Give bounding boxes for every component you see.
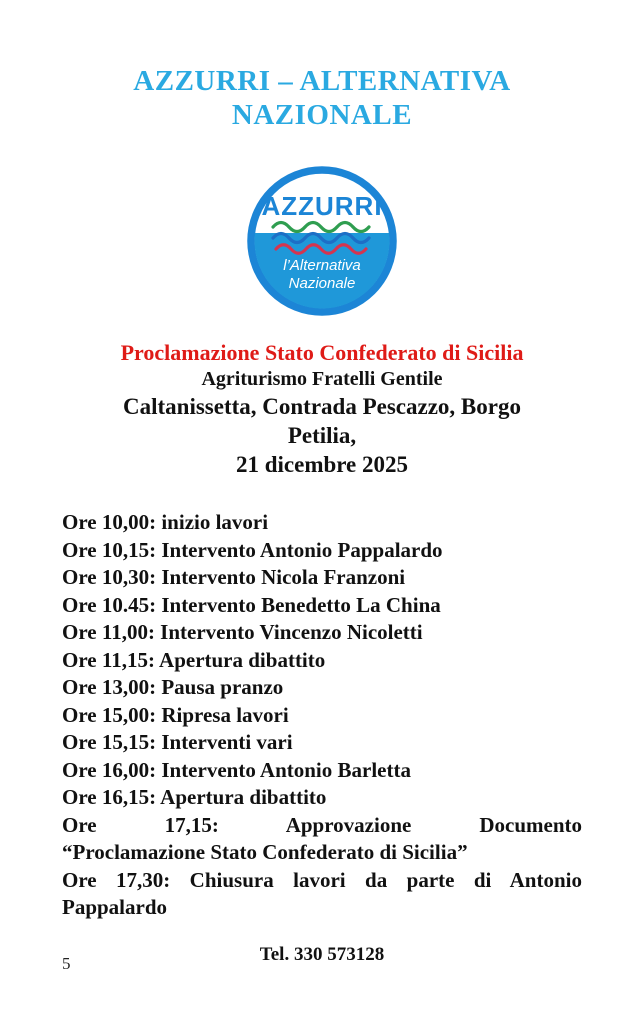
event-address-line-2: Petilia,	[287, 423, 357, 448]
schedule-line: Pappalardo	[62, 895, 168, 919]
schedule-line: “Proclamazione Stato Confederato di Sicilia”	[62, 840, 468, 864]
schedule-line: Ore 15,00: Ripresa lavori	[62, 702, 289, 727]
party-logo	[62, 166, 582, 316]
event-address-block	[62, 392, 582, 479]
schedule-line: Ore 17,15: Approvazione Documento	[62, 812, 582, 837]
schedule-line: Ore 10.45: Intervento Benedetto La China	[62, 592, 441, 617]
schedule-line: Ore 10,00: inizio lavori	[62, 510, 269, 534]
event-venue: Agriturismo Fratelli Gentile	[201, 368, 443, 390]
logo-subtitle-line-1: l’Alternativa	[283, 257, 361, 274]
schedule-line: Ore 11,15: Apertura dibattito	[62, 647, 326, 672]
schedule-list	[62, 509, 582, 922]
schedule-line: Ore 17,30: Chiusura lavori da parte di Antonio	[62, 867, 582, 892]
schedule-line: Ore 16,00: Intervento Antonio Barletta	[62, 757, 411, 782]
event-headline: Proclamazione Stato Confederato di Sicilia	[120, 340, 524, 365]
page-title	[62, 64, 582, 132]
logo-wordmark: AZZURRI	[261, 191, 383, 221]
schedule-line: Ore 15,15: Interventi vari	[62, 730, 293, 754]
schedule-line: Ore 16,15: Apertura dibattito	[62, 785, 327, 809]
page-number: 5	[62, 954, 71, 973]
title-line-2: NAZIONALE	[231, 99, 413, 131]
event-date: 21 dicembre 2025	[235, 452, 409, 477]
schedule-line: Ore 10,15: Intervento Antonio Pappalardo	[62, 537, 443, 562]
title-line-1: AZZURRI – ALTERNATIVA	[133, 65, 511, 97]
schedule-line: Ore 11,00: Intervento Vincenzo Nicoletti	[62, 620, 423, 644]
schedule-line: Ore 10,30: Intervento Nicola Franzoni	[62, 565, 406, 589]
logo-subtitle-line-2: Nazionale	[288, 275, 356, 292]
phone-line: Tel. 330 573128	[259, 943, 385, 965]
event-address-line-1: Caltanissetta, Contrada Pescazzo, Borgo	[123, 394, 521, 419]
schedule-line: Ore 13,00: Pausa pranzo	[62, 675, 284, 699]
azzurri-logo-icon	[247, 166, 397, 316]
